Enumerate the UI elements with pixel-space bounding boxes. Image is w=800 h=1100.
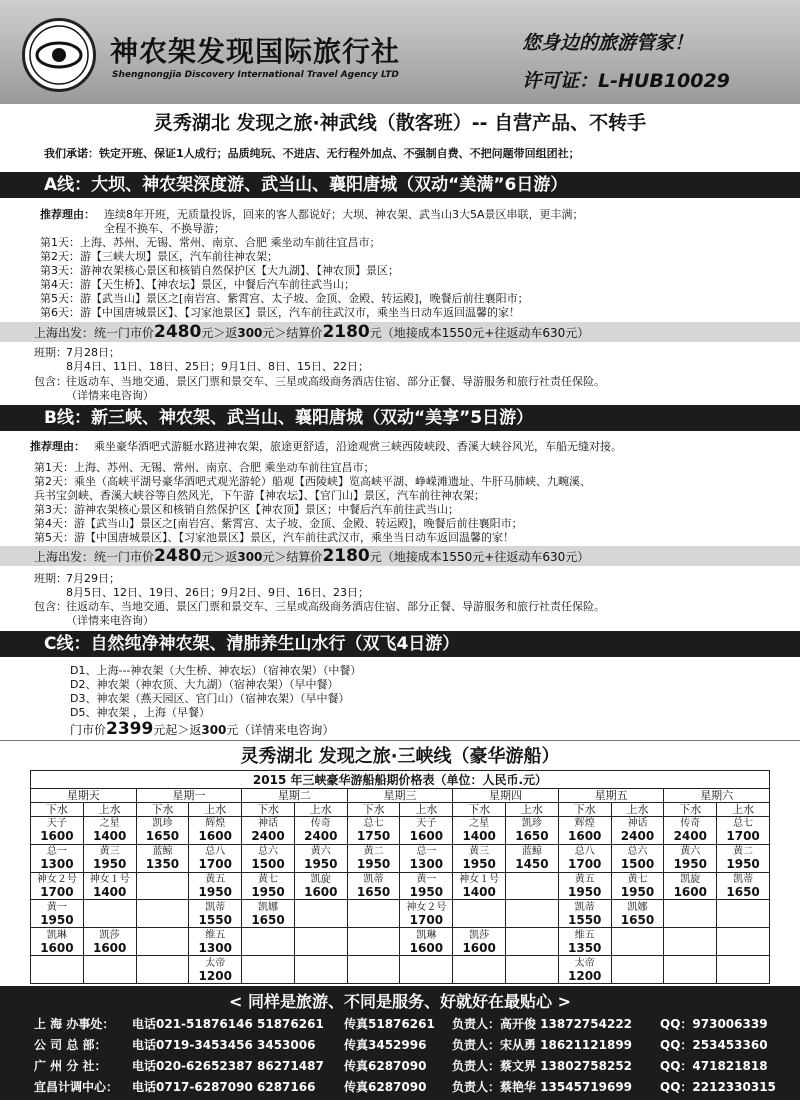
cruise-cell	[664, 956, 717, 984]
weekday-header: 星期五	[558, 789, 664, 803]
line-a-day: 第4天：游【天生桥】、【神农坛】景区，中餐后汽车前往武当山；	[40, 278, 355, 291]
cruise-cell	[558, 872, 611, 900]
ship-price: 1950	[40, 912, 74, 927]
cruise-cell	[189, 928, 242, 956]
cruise-cell	[31, 900, 84, 928]
ship-name: 维五	[574, 929, 595, 941]
footer-slogan: < 同样是旅游、不同是服务、好就好在最贴心 >	[229, 992, 571, 1011]
line-b-day: 第5天：游【中国唐城景区】、【习家池景区】景区，汽车前往武汉市，乘坐当日动车返回温馨的家！	[34, 531, 514, 544]
three-gorges-title: 灵秀湖北 发现之旅·三峡线（豪华游船）	[240, 746, 560, 767]
direction-upstream: 上水	[83, 803, 136, 817]
line-b-day: 第2天：乘坐（高峡平湖号豪华酒吧式观光游轮）船观【西陵峡】览高峡平湖、峥嵘滩遗址、牛肝马肺峡、九畹溪、	[34, 475, 591, 488]
ship-name: 黄一	[416, 874, 437, 886]
ship-name: 神话	[258, 818, 279, 830]
ship-price: 1650	[145, 829, 180, 844]
cruise-cell	[83, 872, 136, 900]
cruise-cell	[717, 928, 770, 956]
cruise-cell	[611, 817, 664, 845]
ship-price: 2400	[620, 829, 655, 844]
line-b-include-label: 包含：	[34, 600, 67, 613]
cruise-cell	[136, 928, 189, 956]
line-c-price: 门市价2399元起＞返300元（详情来电咨询）	[70, 719, 335, 739]
direction-downstream: 下水	[242, 803, 295, 817]
ship-price: 1300	[409, 857, 444, 872]
line-b-day: 第4天：游【武当山】景区之[南岩宫、紫霄宫、太子坡、金顶、金殿、转运殿]，晚餐后前往襄阳市；	[34, 517, 523, 530]
ship-price: 1950	[568, 885, 602, 900]
cruise-cell	[400, 872, 453, 900]
ship-price: 1950	[726, 857, 760, 872]
ship-price: 1400	[462, 885, 496, 900]
table-row	[31, 844, 770, 872]
line-a-include: 往返动车、当地交通、景区门票和景交车、三星或高级商务酒店住宿、部分正餐、导游服务和旅行社责任保险。	[66, 375, 605, 388]
cruise-cell	[453, 844, 506, 872]
ship-price: 1200	[198, 968, 232, 983]
weekday-header: 星期天	[31, 789, 137, 803]
cruise-cell	[558, 817, 611, 845]
line-c-day: D3、神农架（燕天园区、官门山）（宿神农架）（早中餐）	[70, 692, 350, 705]
cruise-cell	[242, 928, 295, 956]
cruise-cell	[347, 844, 400, 872]
ship-price: 1650	[356, 885, 391, 900]
cruise-cell	[294, 956, 347, 984]
ship-price: 1650	[726, 885, 760, 900]
ship-price: 2400	[673, 829, 707, 844]
line-a-reason-label: 推荐理由：	[40, 208, 95, 221]
ship-name: 凯蒂	[574, 901, 595, 913]
ship-price: 1650	[251, 912, 285, 927]
main-title: 灵秀湖北 发现之旅·神武线（散客班）-- 自营产品、不转手	[153, 112, 647, 134]
ship-name: 之星	[99, 818, 120, 830]
ship-price: 1700	[198, 857, 232, 872]
cruise-cell	[558, 928, 611, 956]
line-b-price: 上海出发：统一门市价2480元＞返300元＞结算价2180元（地接成本1550元+往返动车630元）	[0, 546, 800, 566]
line-a-schedule-label: 班期：	[34, 346, 67, 359]
cruise-table-title: 2015 年三峡豪华游船船期价格表（单位：人民币.元）	[31, 771, 770, 789]
ship-price: 1600	[40, 940, 74, 955]
cruise-cell	[136, 872, 189, 900]
cruise-cell	[242, 844, 295, 872]
line-a-schedule: 8月4日、11日、18日、25日；9月1日、8日、15日、22日；	[66, 360, 369, 373]
ship-price: 1650	[515, 829, 549, 844]
company-name: 神农架发现国际旅行社	[110, 35, 401, 68]
weekday-header: 星期二	[242, 789, 348, 803]
ship-price: 1400	[92, 829, 127, 844]
ship-name: 神女１号	[459, 874, 500, 886]
ship-name: 总一	[416, 846, 437, 858]
cruise-cell	[242, 900, 295, 928]
line-b-schedule: 8月5日、12日、19日、26日；9月2日、9日、16日、23日；	[66, 586, 369, 599]
cruise-cell	[31, 817, 84, 845]
cruise-cell	[31, 844, 84, 872]
cruise-cell	[717, 956, 770, 984]
line-c-day: D2、神农架（神农顶、大九湖）（宿神农架）（早中餐）	[70, 678, 339, 691]
cruise-cell	[506, 844, 559, 872]
ship-name: 凯蒂	[205, 901, 226, 913]
ship-name: 辉煌	[574, 818, 595, 830]
cruise-cell	[347, 956, 400, 984]
direction-upstream: 上水	[717, 803, 770, 817]
office-row: 公 司 总 部： 电话0719-3453456 3453006 传真3452996 负责人：宋从勇 18621121899 QQ：253453360	[34, 1038, 768, 1052]
direction-downstream: 下水	[558, 803, 611, 817]
ship-name: 黄一	[46, 901, 67, 913]
ship-name: 黄三	[469, 846, 490, 858]
cruise-cell	[506, 817, 559, 845]
ship-price: 2400	[304, 829, 338, 844]
cruise-cell	[400, 900, 453, 928]
ship-name: 黄三	[99, 846, 120, 858]
table-row	[31, 900, 770, 928]
ship-name: 神女２号	[36, 874, 77, 886]
ship-name: 凯莎	[99, 929, 120, 941]
cruise-cell	[717, 817, 770, 845]
ship-name: 总一	[46, 846, 67, 858]
ship-price: 1700	[726, 829, 760, 844]
ship-name: 黄五	[574, 874, 595, 886]
cruise-cell	[83, 928, 136, 956]
ship-name: 太帝	[205, 957, 226, 969]
header-slogan: 您身边的旅游管家！	[522, 32, 694, 54]
ship-name: 黄五	[205, 874, 226, 886]
cruise-cell	[83, 900, 136, 928]
ship-price: 1950	[673, 857, 707, 872]
weekday-header: 星期四	[453, 789, 559, 803]
cruise-cell	[506, 956, 559, 984]
ship-price: 1700	[409, 912, 444, 927]
ship-name: 总七	[733, 818, 754, 830]
cruise-cell	[717, 900, 770, 928]
line-a-day: 第1天：上海、苏州、无锡、常州、南京、合肥 乘坐动车前往宜昌市；	[40, 236, 381, 249]
table-row	[31, 817, 770, 845]
ship-price: 1350	[145, 857, 180, 872]
ship-name: 总七	[363, 818, 384, 830]
ship-price: 1950	[356, 857, 391, 872]
ship-price: 1600	[409, 940, 444, 955]
ship-name: 凯琳	[46, 929, 67, 941]
cruise-cell	[347, 900, 400, 928]
line-a-reason: 连续8年开班，无质量投诉，回来的客人都说好；大坝、神农架、武当山3大5A景区串联，更丰满；	[104, 208, 584, 221]
line-c-day: D1、上海---神农架（大生桥、神农坛）（宿神农架）（中餐）	[70, 664, 362, 677]
cruise-cell	[294, 844, 347, 872]
ship-name: 太帝	[574, 957, 595, 969]
cruise-cell	[664, 872, 717, 900]
ship-price: 1550	[568, 912, 602, 927]
ship-price: 1950	[409, 885, 444, 900]
ship-price: 1700	[40, 885, 74, 900]
line-b-include: （详情来电咨询）	[66, 614, 154, 627]
ship-price: 1550	[198, 912, 232, 927]
ship-name: 凯蒂	[733, 874, 754, 886]
line-a-reason: 全程不换车、不换导游；	[104, 222, 225, 235]
line-a-schedule: 7月28日；	[66, 346, 120, 359]
ship-name: 总六	[627, 846, 648, 858]
ship-price: 2400	[251, 829, 285, 844]
ship-name: 蓝鲸	[521, 846, 542, 858]
cruise-cell	[453, 900, 506, 928]
ship-name: 黄二	[363, 846, 384, 858]
line-b-day: 兵书宝剑峡、香溪大峡谷等自然风光，下午游【神农坛】、【官门山】景区，汽车前往神农架；	[34, 489, 485, 502]
ship-name: 凯莎	[469, 929, 490, 941]
cruise-cell	[242, 817, 295, 845]
ship-price: 1600	[673, 885, 707, 900]
cruise-cell	[558, 844, 611, 872]
footer	[0, 986, 800, 1100]
line-a-day: 第5天：游【武当山】景区之[南岩宫、紫霄宫、太子坡、金顶、金殿、转运殿]，晚餐后前往襄阳市；	[40, 292, 529, 305]
ship-name: 黄六	[310, 846, 331, 858]
direction-upstream: 上水	[294, 803, 347, 817]
line-b-schedule: 7月29日；	[66, 572, 120, 585]
ship-price: 1300	[198, 940, 232, 955]
cruise-price-table	[30, 770, 770, 984]
ship-name: 天子	[416, 818, 437, 830]
ship-name: 凯蒂	[363, 874, 384, 886]
ship-name: 神话	[627, 818, 648, 830]
cruise-cell	[558, 956, 611, 984]
cruise-cell	[294, 928, 347, 956]
ship-name: 总八	[574, 846, 595, 858]
cruise-cell	[31, 928, 84, 956]
line-a-include-label: 包含：	[34, 375, 67, 388]
cruise-cell	[506, 928, 559, 956]
cruise-cell	[453, 817, 506, 845]
cruise-cell	[83, 956, 136, 984]
ship-name: 总六	[258, 846, 279, 858]
ship-name: 凯旋	[310, 874, 331, 886]
ship-price: 1600	[409, 829, 444, 844]
direction-upstream: 上水	[400, 803, 453, 817]
cruise-cell	[400, 844, 453, 872]
company-logo	[22, 18, 96, 92]
ship-price: 1600	[92, 940, 127, 955]
cruise-cell	[664, 817, 717, 845]
ship-name: 凯琳	[416, 929, 437, 941]
line-a-day: 第6天：游【中国唐城景区】、【习家池景区】景区，汽车前往武汉市，乘坐当日动车返回温馨的家！	[40, 306, 520, 319]
ship-name: 天子	[46, 818, 67, 830]
direction-downstream: 下水	[31, 803, 84, 817]
ship-price: 1450	[515, 857, 549, 872]
direction-downstream: 下水	[347, 803, 400, 817]
cruise-cell	[611, 844, 664, 872]
ship-name: 神女２号	[406, 901, 447, 913]
cruise-cell	[558, 900, 611, 928]
ship-price: 1400	[92, 885, 127, 900]
cruise-cell	[294, 900, 347, 928]
table-row	[31, 928, 770, 956]
divider	[0, 740, 800, 741]
line-a-day: 第3天：游神农架核心景区和核销自然保护区【大九湖】、【神农顶】景区；	[40, 264, 399, 277]
cruise-cell	[189, 844, 242, 872]
ship-name: 总八	[205, 846, 226, 858]
company-english-name: Shengnongjia Discovery International Travel Agency LTD	[112, 70, 399, 80]
ship-name: 神女１号	[89, 874, 130, 886]
cruise-cell	[611, 872, 664, 900]
direction-downstream: 下水	[453, 803, 506, 817]
cruise-cell	[83, 844, 136, 872]
cruise-cell	[136, 844, 189, 872]
line-b-day: 第1天：上海、苏州、无锡、常州、南京、合肥 乘坐动车前往宜昌市；	[34, 461, 375, 474]
cruise-cell	[347, 928, 400, 956]
cruise-cell	[31, 872, 84, 900]
cruise-cell	[136, 817, 189, 845]
ship-name: 凯珍	[152, 818, 173, 830]
cruise-cell	[136, 900, 189, 928]
office-row: 宜昌计调中心： 电话0717-6287090 6287166 传真6287090 负责人：蔡艳华 13545719699 QQ：2212330315	[34, 1080, 776, 1094]
line-c-day: D5、神农架 ，上海（早餐）	[70, 706, 210, 719]
ship-price: 1700	[568, 857, 602, 872]
cruise-cell	[136, 956, 189, 984]
cruise-cell	[31, 956, 84, 984]
cruise-cell	[294, 872, 347, 900]
ship-name: 维五	[205, 929, 226, 941]
ship-name: 黄七	[258, 874, 279, 886]
cruise-cell	[453, 928, 506, 956]
ship-name: 凯娜	[258, 901, 279, 913]
ship-name: 之星	[469, 818, 490, 830]
ship-price: 1400	[462, 829, 496, 844]
ship-name: 凯娜	[627, 901, 648, 913]
cruise-cell	[664, 844, 717, 872]
cruise-cell	[347, 817, 400, 845]
line-b-schedule-label: 班期：	[34, 572, 67, 585]
ship-name: 黄二	[733, 846, 754, 858]
line-c-title: C线：自然纯净神农架、清肺养生山水行（双飞4日游）	[0, 631, 800, 657]
table-row	[31, 872, 770, 900]
line-b-include: 往返动车、当地交通、景区门票和景交车、三星或高级商务酒店住宿、部分正餐、导游服务和旅行社责任保险。	[66, 600, 605, 613]
ship-name: 传奇	[310, 818, 331, 830]
direction-upstream: 上水	[189, 803, 242, 817]
ship-name: 蓝鲸	[152, 846, 173, 858]
direction-downstream: 下水	[664, 803, 717, 817]
cruise-cell	[664, 928, 717, 956]
eye-icon	[25, 21, 93, 89]
cruise-cell	[189, 872, 242, 900]
cruise-cell	[242, 872, 295, 900]
line-b-reason: 乘坐豪华酒吧式游艇水路进神农架，旅途更舒适，沿途观赏三峡西陵峡段、香溪大峡谷风光，车船无缝对接。	[94, 440, 622, 453]
line-a-price: 上海出发：统一门市价2480元＞返300元＞结算价2180元（地接成本1550元+往返动车630元）	[0, 322, 800, 342]
ship-price: 1300	[40, 857, 74, 872]
ship-price: 1650	[620, 912, 655, 927]
cruise-cell	[506, 900, 559, 928]
cruise-cell	[453, 956, 506, 984]
office-row: 上 海 办事处： 电话021-51876146 51876261 传真51876261 负责人：高开俊 13872754222 QQ：973006339	[34, 1017, 768, 1031]
ship-price: 1600	[462, 940, 496, 955]
ship-price: 1750	[356, 829, 391, 844]
cruise-cell	[347, 872, 400, 900]
ship-name: 黄七	[627, 874, 648, 886]
direction-upstream: 上水	[506, 803, 559, 817]
ship-price: 1950	[251, 885, 285, 900]
cruise-cell	[242, 956, 295, 984]
cruise-cell	[717, 844, 770, 872]
line-a-include: （详情来电咨询）	[66, 389, 154, 402]
cruise-cell	[611, 928, 664, 956]
weekday-header: 星期六	[664, 789, 770, 803]
ship-price: 1500	[251, 857, 285, 872]
ship-price: 1600	[198, 829, 232, 844]
ship-price: 1600	[304, 885, 338, 900]
line-b-reason-label: 推荐理由：	[30, 440, 85, 453]
cruise-cell	[294, 817, 347, 845]
line-b-day: 第3天：游神农架核心景区和核销自然保护区【神农顶】景区；中餐后汽车前往武当山；	[34, 503, 459, 516]
weekday-header: 星期三	[347, 789, 453, 803]
ship-price: 1950	[620, 885, 655, 900]
cruise-cell	[506, 872, 559, 900]
direction-downstream: 下水	[136, 803, 189, 817]
ship-price: 1500	[620, 857, 655, 872]
ship-price: 1950	[92, 857, 127, 872]
cruise-cell	[189, 956, 242, 984]
cruise-cell	[83, 817, 136, 845]
ship-price: 1200	[568, 968, 602, 983]
cruise-cell	[400, 928, 453, 956]
ship-price: 1350	[568, 940, 602, 955]
cruise-cell	[189, 900, 242, 928]
ship-name: 传奇	[680, 818, 701, 830]
line-a-day: 第2天：游【三峡大坝】景区，汽车前往神农架；	[40, 250, 278, 263]
promise-text: 我们承诺：铁定开班、保证1人成行；品质纯玩、不进店、无行程外加点、不强制自费、不把问题带回组团社；	[44, 147, 580, 160]
ship-price: 1600	[40, 829, 74, 844]
ship-name: 凯旋	[680, 874, 701, 886]
ship-name: 黄六	[680, 846, 701, 858]
ship-price: 1950	[462, 857, 496, 872]
ship-price: 1950	[304, 857, 338, 872]
cruise-cell	[189, 817, 242, 845]
cruise-cell	[453, 872, 506, 900]
cruise-cell	[664, 900, 717, 928]
cruise-cell	[611, 956, 664, 984]
ship-price: 1950	[198, 885, 232, 900]
cruise-cell	[611, 900, 664, 928]
line-a-title: A线：大坝、神农架深度游、武当山、襄阳唐城（双动“美满”6日游）	[0, 172, 800, 198]
line-b-title: B线：新三峡、神农架、武当山、襄阳唐城（双动“美享”5日游）	[0, 405, 800, 431]
ship-name: 辉煌	[205, 818, 226, 830]
cruise-cell	[717, 872, 770, 900]
direction-upstream: 上水	[611, 803, 664, 817]
table-row	[31, 956, 770, 984]
cruise-cell	[400, 817, 453, 845]
ship-name: 凯珍	[521, 818, 542, 830]
header-banner	[0, 0, 800, 104]
office-row: 广 州 分 社： 电话020-62652387 86271487 传真6287090 负责人：蔡文界 13802758252 QQ：471821818	[34, 1059, 768, 1073]
weekday-header: 星期一	[136, 789, 242, 803]
cruise-cell	[400, 956, 453, 984]
license-number: 许可证：L-HUB10029	[522, 70, 730, 92]
ship-price: 1600	[568, 829, 602, 844]
